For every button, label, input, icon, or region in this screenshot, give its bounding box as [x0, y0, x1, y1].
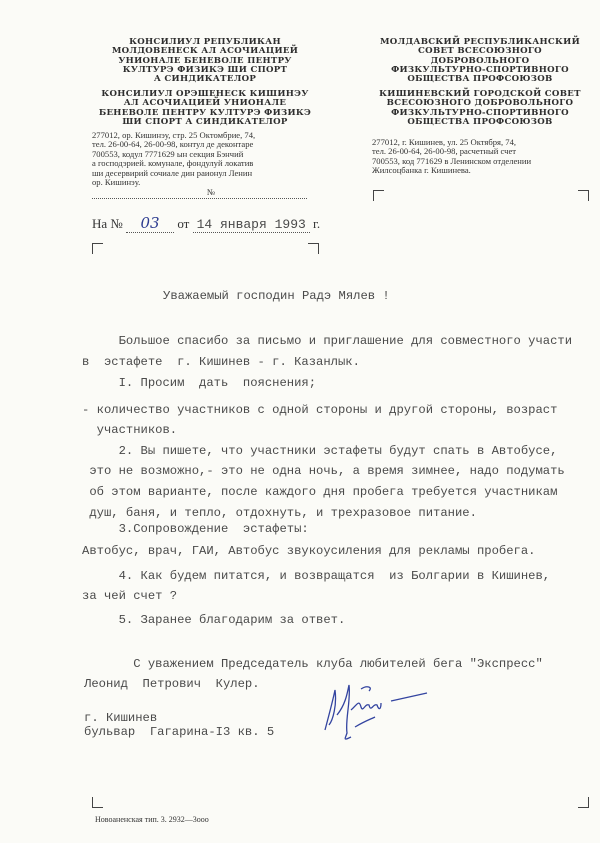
letterhead-left-republic — [105, 38, 305, 84]
header-line: ОБЩЕСТВА ПРОФСОЮЗОВ — [407, 74, 553, 85]
body-line: I. Просим дать пояснения; — [82, 376, 317, 390]
address-line: 700553, кодул 7771629 ын секция Бэнчий — [92, 148, 244, 159]
header-line: ФИЗКУЛЬТУРНО-СПОРТИВНОГО — [391, 64, 569, 75]
corner-mark — [92, 797, 103, 808]
address-line: тел. 26-00-64, 26-00-98, контул де деконтаре — [92, 139, 254, 150]
header-line: МОЛДОВЕНЕСК АЛ АСОЧИАЦИЕЙ — [111, 46, 299, 57]
header-line: СОВЕТ ВСЕСОЮЗНОГО ДОБРОВОЛЬНОГО — [418, 46, 542, 66]
corner-mark — [578, 797, 589, 808]
corner-mark — [92, 243, 103, 254]
address-line: Жилсоцбанка г. Кишинева. — [372, 165, 471, 176]
address-line: 277012, ор. Кишинэу, стр. 25 Октомбрие, 74, — [92, 130, 256, 140]
header-line: ОБЩЕСТВА ПРОФСОЮЗОВ — [407, 116, 553, 127]
address-line: ор. Кишинэу. — [92, 177, 141, 188]
body-line: - количество участников с одной стороны и другой стороны, возраст — [82, 403, 558, 417]
closing: С уважением Председатель клуба любителей бега "Экспресс" — [82, 657, 543, 671]
address-line: 700553, код 771629 в Ленинском отделении — [372, 155, 532, 166]
letterhead-left-address — [92, 131, 322, 187]
reference-line — [92, 214, 320, 233]
body-line: об этом варианте, после каждого дня пробега требуется участникам — [82, 485, 558, 499]
header-line: УНИОНАЛЕ БЕНЕВОЛЕ ПЕНТРУ — [118, 55, 292, 66]
date-prefix: от — [177, 216, 190, 231]
body-line: участников. — [82, 423, 178, 437]
header-line: ШИ СПОРТ А СИНДИКАТЕЛОР — [122, 116, 288, 127]
body-line: за чей счет ? — [82, 589, 178, 603]
signature — [315, 675, 435, 745]
header-line: КИШИНЕВСКИЙ ГОРОДСКОЙ СОВЕТ — [379, 89, 581, 99]
header-line: МОЛДАВСКИЙ РЕСПУБЛИКАНСКИЙ — [379, 37, 581, 47]
body-line: 2. Вы пишете, что участники эстафеты будут спать в Автобусе, — [82, 444, 558, 458]
body-line: 5. Заранее благодарим за ответ. — [82, 613, 346, 627]
body-line: Большое спасибо за письмо и приглашение для совместного участи — [82, 334, 573, 348]
body-line: это не возможно,- это не одна ночь, а время зимнее, надо подумать — [82, 464, 565, 478]
number-sign: № — [207, 187, 216, 197]
corner-mark — [578, 190, 589, 201]
letterhead-right-address — [372, 138, 597, 176]
sender-city: г. Кишинев — [84, 711, 158, 725]
address-line: ши десервирий сочиале дин раионул Ленин — [92, 167, 253, 178]
sender-street: бульвар Гагарина-I3 кв. 5 — [84, 725, 275, 739]
header-line: КУЛТУРЭ ФИЗИКЭ ШИ СПОРТ — [122, 64, 288, 75]
header-line: БЕНЕВОЛЕ ПЕНТРУ КУЛТУРЭ ФИЗИКЭ — [98, 107, 312, 118]
outgoing-number-line — [92, 198, 307, 199]
printer-imprint: Новоаненская тип. 3. 2932—3ооо — [95, 815, 209, 824]
date-suffix: г. — [313, 216, 321, 231]
reference-date: 14 января 1993 — [193, 217, 310, 233]
header-line: КОНСИЛИУЛ ОРЭШЕНЕСК КИШИНЭУ — [101, 89, 309, 99]
signer-name: Леонид Петрович Кулер. — [84, 677, 260, 691]
body-line: 3.Сопровождение эстафеты: — [82, 522, 309, 536]
header-line: А СИНДИКАТЕЛОР — [153, 74, 257, 85]
salutation: Уважаемый господин Радэ Мялев ! — [163, 289, 390, 303]
body-line: 4. Как будем питатся, и возвращатся из Болгарии в Кишинев, — [82, 569, 551, 583]
letterhead-right-republic — [370, 38, 590, 84]
corner-mark — [308, 243, 319, 254]
header-line: КОНСИЛИУЛ РЕПУБЛИКАН — [129, 37, 281, 47]
body-line: Автобус, врач, ГАИ, Автобус звукоусиления для рекламы пробега. — [82, 544, 536, 558]
address-line: а господэрией. комунале, фондулуй локатив — [92, 158, 254, 169]
letterhead-left-city — [95, 90, 315, 127]
body-line: душ, баня, и тепло, отдохнуть, и трехразовое питание. — [82, 506, 477, 520]
header-line: ФИЗКУЛЬТУРНО-СПОРТИВНОГО — [391, 107, 569, 118]
header-line: ВСЕСОЮЗНОГО ДОБРОВОЛЬНОГО — [386, 98, 574, 109]
header-line: АЛ АСОЧИАЦИЕЙ УНИОНАЛЕ — [123, 98, 287, 109]
corner-mark — [373, 190, 384, 201]
address-line: 277012, г. Кишинев, ул. 25 Октября, 74, — [372, 137, 517, 147]
reference-number: 03 — [126, 214, 174, 233]
address-line: тел. 26-00-64, 26-00-98, расчетный счет — [372, 146, 517, 157]
letterhead-right-city — [370, 90, 590, 127]
reference-prefix: На № — [92, 216, 123, 231]
body-line: в эстафете г. Кишинев - г. Казанлык. — [82, 355, 360, 369]
